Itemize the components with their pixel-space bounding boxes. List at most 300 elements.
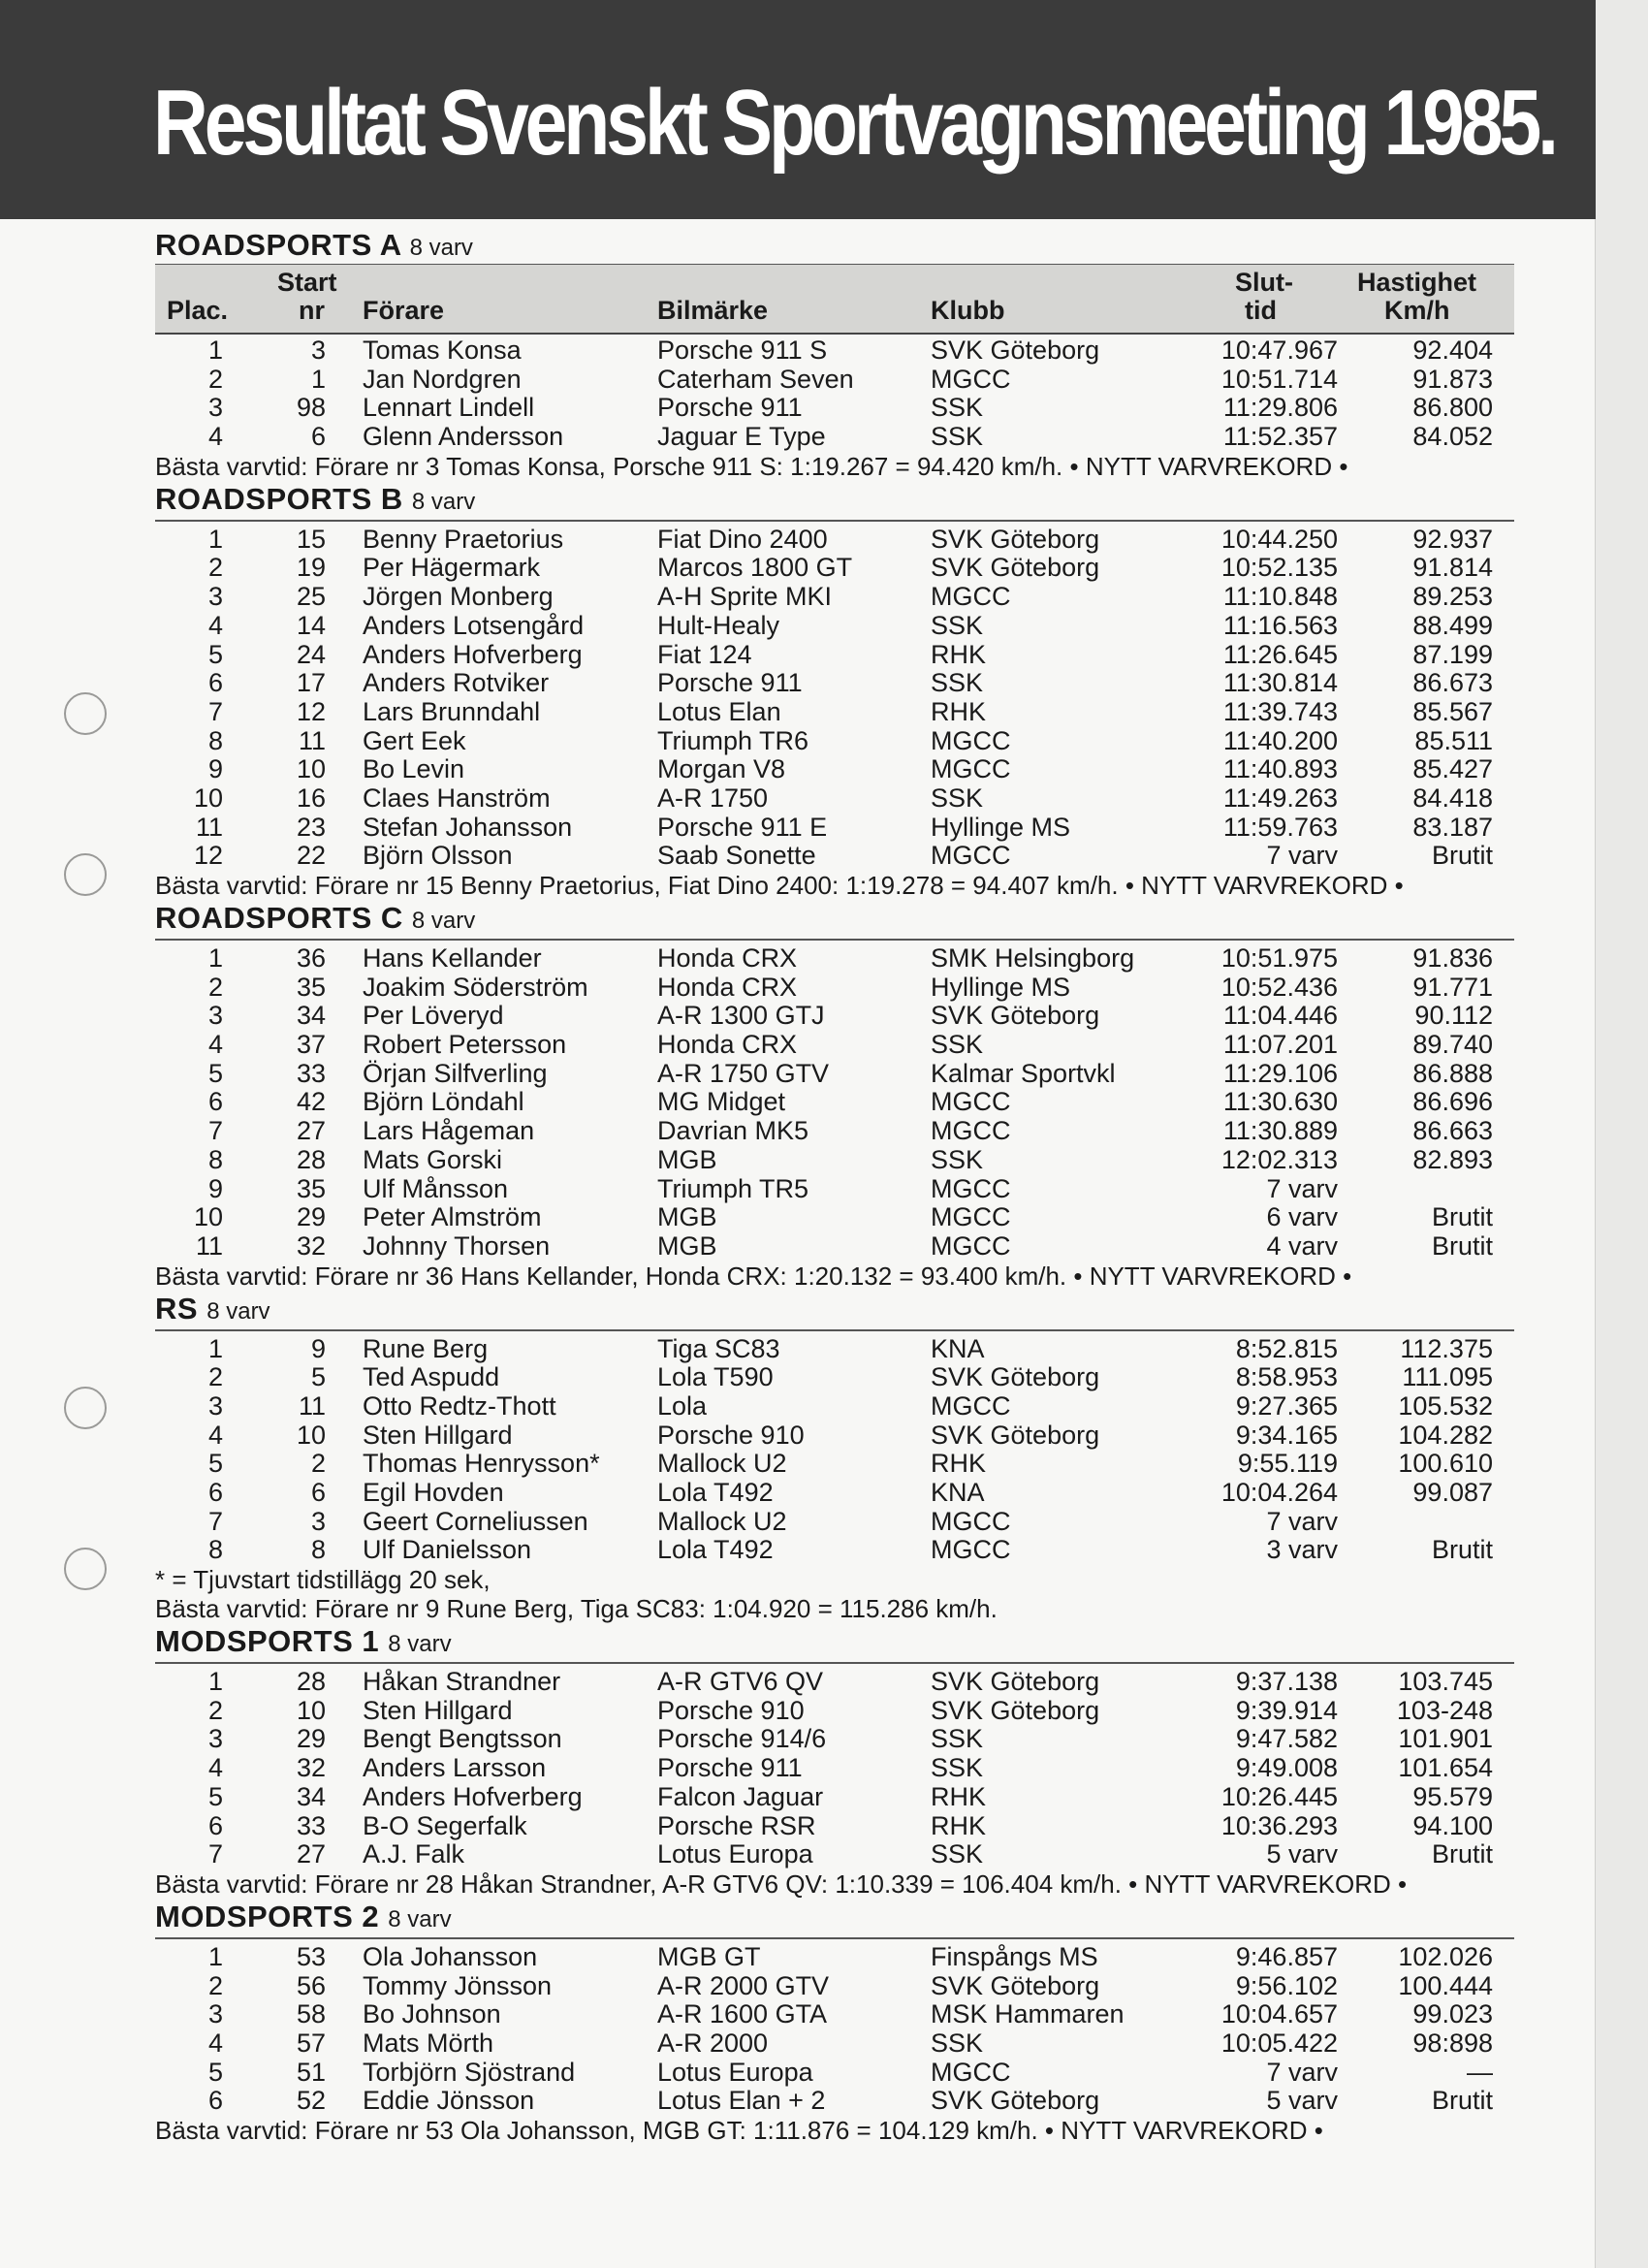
start-number-cell: 37 bbox=[296, 1030, 326, 1060]
club-cell: RHK bbox=[931, 696, 987, 726]
place-cell: 4 bbox=[207, 422, 223, 452]
results-section bbox=[155, 1899, 1514, 2145]
place-cell: 1 bbox=[207, 1667, 223, 1697]
binder-hole bbox=[64, 853, 107, 896]
finish-time-cell: 11:40.200 bbox=[1222, 725, 1338, 755]
place-cell: 11 bbox=[195, 1230, 223, 1261]
car-cell: Lotus Europa bbox=[657, 2057, 813, 2087]
header-start: Start bbox=[277, 268, 337, 297]
speed-cell: 89.740 bbox=[1412, 1030, 1493, 1060]
car-cell: Porsche RSR bbox=[657, 1810, 816, 1840]
table-row bbox=[155, 1421, 1514, 1451]
speed-cell: 103.745 bbox=[1398, 1667, 1493, 1697]
header-car: Bilmärke bbox=[657, 296, 769, 325]
start-number-cell: 53 bbox=[296, 1941, 326, 1971]
club-cell: SSK bbox=[931, 2028, 984, 2058]
start-number-cell: 6 bbox=[310, 1478, 326, 1507]
speed-cell: 86.888 bbox=[1412, 1058, 1493, 1088]
place-cell: 2 bbox=[207, 1970, 223, 2000]
start-number-cell: 98 bbox=[296, 393, 326, 423]
finish-time-cell: 11:04.446 bbox=[1222, 1001, 1338, 1031]
table-row bbox=[155, 1479, 1514, 1508]
driver-cell: Benny Praetorius bbox=[363, 524, 564, 554]
binder-hole bbox=[64, 692, 107, 735]
driver-cell: Anders Hofverberg bbox=[363, 1781, 583, 1811]
car-cell: MGB bbox=[657, 1144, 717, 1174]
driver-cell: Ted Aspudd bbox=[363, 1362, 500, 1392]
driver-cell: Ulf Månsson bbox=[363, 1173, 509, 1203]
place-cell: 2 bbox=[207, 364, 223, 394]
club-cell: Finspångs MS bbox=[931, 1941, 1098, 1971]
start-number-cell: 10 bbox=[296, 1695, 326, 1725]
place-cell: 10 bbox=[193, 783, 223, 813]
table-row bbox=[155, 842, 1514, 871]
speed-cell: 90.112 bbox=[1414, 1001, 1493, 1031]
club-cell: MGCC bbox=[931, 1506, 1011, 1536]
club-cell: SSK bbox=[931, 1839, 984, 1869]
car-cell: Porsche 911 E bbox=[657, 812, 828, 842]
place-cell: 10 bbox=[193, 1202, 223, 1232]
place-cell: 3 bbox=[207, 1390, 223, 1421]
club-cell: SVK Göteborg bbox=[931, 1420, 1100, 1450]
car-cell: Caterham Seven bbox=[657, 364, 854, 394]
speed-cell: 101.901 bbox=[1398, 1724, 1493, 1754]
start-number-cell: 58 bbox=[296, 1999, 326, 2029]
driver-cell: Anders Lotsengård bbox=[363, 610, 585, 640]
car-cell: A-R 1600 GTA bbox=[657, 1999, 828, 2029]
place-cell: 3 bbox=[207, 1724, 223, 1754]
place-cell: 6 bbox=[207, 1478, 223, 1507]
start-number-cell: 27 bbox=[296, 1839, 326, 1869]
start-number-cell: 33 bbox=[296, 1810, 326, 1840]
club-cell: MGCC bbox=[931, 2057, 1011, 2087]
car-cell: Jaguar E Type bbox=[657, 422, 826, 452]
place-cell: 4 bbox=[207, 610, 223, 640]
car-cell: Honda CRX bbox=[657, 943, 798, 973]
speed-cell: — bbox=[1467, 2057, 1493, 2087]
speed-cell: 92.937 bbox=[1412, 524, 1493, 554]
driver-cell: Geert Corneliussen bbox=[363, 1506, 588, 1536]
place-cell: 9 bbox=[207, 754, 223, 784]
place-cell: 4 bbox=[207, 1030, 223, 1060]
car-cell: Porsche 911 bbox=[657, 668, 803, 698]
table-row bbox=[155, 1232, 1514, 1262]
speed-cell: 111.095 bbox=[1402, 1362, 1493, 1392]
driver-cell: Sten Hillgard bbox=[363, 1420, 513, 1450]
car-cell: MGB bbox=[657, 1230, 717, 1261]
car-cell: Mallock U2 bbox=[657, 1506, 787, 1536]
table-row bbox=[155, 698, 1514, 727]
start-number-cell: 11 bbox=[298, 1390, 326, 1421]
start-number-cell: 8 bbox=[310, 1535, 326, 1565]
finish-time-cell: 7 varv bbox=[1266, 1173, 1338, 1203]
start-number-cell: 28 bbox=[296, 1667, 326, 1697]
club-cell: KNA bbox=[931, 1478, 985, 1507]
speed-cell: 86.663 bbox=[1412, 1116, 1493, 1146]
car-cell: MGB bbox=[657, 1202, 717, 1232]
car-cell: Lotus Elan + 2 bbox=[657, 2086, 826, 2116]
speed-cell: 86.800 bbox=[1412, 393, 1493, 423]
table-row bbox=[155, 1363, 1514, 1392]
club-cell: SSK bbox=[931, 1753, 984, 1783]
place-cell: 8 bbox=[207, 725, 223, 755]
finish-time-cell: 10:52.135 bbox=[1220, 553, 1338, 583]
header-slut: Slut- bbox=[1235, 268, 1293, 297]
speed-cell: 91.873 bbox=[1412, 364, 1493, 394]
table-row bbox=[155, 2029, 1514, 2059]
car-cell: A-H Sprite MKI bbox=[657, 582, 833, 612]
place-cell: 1 bbox=[207, 1333, 223, 1363]
driver-cell: Bo Levin bbox=[363, 754, 465, 784]
table-row bbox=[155, 1754, 1514, 1783]
car-cell: Triumph TR6 bbox=[657, 725, 809, 755]
finish-time-cell: 11:29.106 bbox=[1222, 1058, 1338, 1088]
finish-time-cell: 11:49.263 bbox=[1222, 783, 1338, 813]
table-row bbox=[155, 727, 1514, 756]
finish-time-cell: 9:49.008 bbox=[1235, 1753, 1338, 1783]
car-cell: Davrian MK5 bbox=[657, 1116, 809, 1146]
section-name: MODSPORTS 2 bbox=[155, 1899, 380, 1933]
finish-time-cell: 11:52.357 bbox=[1222, 422, 1338, 452]
best-lap-note: * = Tjuvstart tidstillägg 20 sek, bbox=[155, 1565, 491, 1595]
driver-cell: Joakim Söderström bbox=[363, 972, 588, 1002]
speed-cell: 105.532 bbox=[1398, 1390, 1493, 1421]
club-cell: Hyllinge MS bbox=[931, 812, 1071, 842]
car-cell: Porsche 911 bbox=[657, 1753, 803, 1783]
table-row bbox=[155, 1668, 1514, 1697]
place-cell: 1 bbox=[207, 335, 223, 365]
car-cell: Marcos 1800 GT bbox=[657, 553, 853, 583]
place-cell: 1 bbox=[207, 1941, 223, 1971]
club-cell: MGCC bbox=[931, 754, 1011, 784]
start-number-cell: 27 bbox=[296, 1116, 326, 1146]
table-row bbox=[155, 423, 1514, 452]
driver-cell: Per Hägermark bbox=[363, 553, 541, 583]
car-cell: Mallock U2 bbox=[657, 1449, 787, 1479]
header-nr: nr bbox=[299, 296, 325, 325]
driver-cell: Anders Larsson bbox=[363, 1753, 547, 1783]
start-number-cell: 15 bbox=[296, 524, 326, 554]
speed-cell: 86.696 bbox=[1412, 1087, 1493, 1117]
place-cell: 4 bbox=[207, 2028, 223, 2058]
speed-cell: 88.499 bbox=[1412, 610, 1493, 640]
club-cell: MGCC bbox=[931, 1173, 1011, 1203]
table-row bbox=[155, 366, 1514, 395]
driver-cell: Hans Kellander bbox=[363, 943, 542, 973]
place-cell: 2 bbox=[207, 553, 223, 583]
table-row bbox=[155, 1335, 1514, 1364]
results-content bbox=[155, 227, 1514, 2145]
finish-time-cell: 11:39.743 bbox=[1222, 696, 1338, 726]
place-cell: 6 bbox=[207, 1087, 223, 1117]
driver-cell: Stefan Johansson bbox=[363, 812, 573, 842]
club-cell: SVK Göteborg bbox=[931, 1695, 1100, 1725]
place-cell: 7 bbox=[207, 696, 223, 726]
place-cell: 6 bbox=[207, 1810, 223, 1840]
place-cell: 6 bbox=[207, 2086, 223, 2116]
best-lap-note: Bästa varvtid: Förare nr 15 Benny Praetorius, Fiat Dino 2400: 1:19.278 = 94.407 km/h. • NYTT VARVREKORD • bbox=[155, 871, 1404, 900]
speed-cell: 85.567 bbox=[1412, 696, 1493, 726]
section-name: MODSPORTS 1 bbox=[155, 1624, 380, 1659]
place-cell: 3 bbox=[207, 393, 223, 423]
header-plac: Plac. bbox=[167, 296, 229, 325]
club-cell: MGCC bbox=[931, 725, 1011, 755]
binder-hole bbox=[64, 1548, 107, 1590]
finish-time-cell: 11:16.563 bbox=[1222, 610, 1338, 640]
club-cell: RHK bbox=[931, 1781, 987, 1811]
table-row bbox=[155, 1508, 1514, 1537]
speed-cell: 85.427 bbox=[1412, 754, 1493, 784]
start-number-cell: 9 bbox=[310, 1333, 326, 1363]
table-row bbox=[155, 1697, 1514, 1726]
table-row bbox=[155, 1783, 1514, 1812]
driver-cell: Ola Johansson bbox=[363, 1941, 538, 1971]
table-row bbox=[155, 1146, 1514, 1175]
driver-cell: Bo Johnson bbox=[363, 1999, 501, 2029]
section-title bbox=[155, 481, 1514, 518]
results-section bbox=[155, 227, 1514, 481]
speed-cell: 84.418 bbox=[1412, 783, 1493, 813]
table-row bbox=[155, 336, 1514, 366]
finish-time-cell: 8:58.953 bbox=[1235, 1362, 1338, 1392]
place-cell: 2 bbox=[207, 1362, 223, 1392]
start-number-cell: 25 bbox=[296, 582, 326, 612]
place-cell: 5 bbox=[207, 1058, 223, 1088]
header-kmh: Km/h bbox=[1384, 296, 1450, 325]
finish-time-cell: 7 varv bbox=[1266, 2057, 1338, 2087]
finish-time-cell: 11:59.763 bbox=[1222, 812, 1338, 842]
speed-cell: 89.253 bbox=[1412, 582, 1493, 612]
finish-time-cell: 9:27.365 bbox=[1235, 1390, 1338, 1421]
finish-time-cell: 10:05.422 bbox=[1220, 2028, 1338, 2058]
finish-time-cell: 9:37.138 bbox=[1235, 1667, 1338, 1697]
start-number-cell: 32 bbox=[296, 1753, 326, 1783]
driver-cell: Bengt Bengtsson bbox=[363, 1724, 562, 1754]
place-cell: 2 bbox=[207, 1695, 223, 1725]
place-cell: 8 bbox=[207, 1535, 223, 1565]
club-cell: MGCC bbox=[931, 1116, 1011, 1146]
club-cell: SVK Göteborg bbox=[931, 335, 1100, 365]
table-row bbox=[155, 1972, 1514, 2001]
driver-cell: Per Löveryd bbox=[363, 1001, 504, 1031]
page-edge bbox=[1595, 0, 1648, 2268]
table-row bbox=[155, 814, 1514, 843]
car-cell: Falcon Jaguar bbox=[657, 1781, 824, 1811]
table-row bbox=[155, 1392, 1514, 1421]
start-number-cell: 42 bbox=[296, 1087, 326, 1117]
results-section bbox=[155, 481, 1514, 900]
best-lap-note: Bästa varvtid: Förare nr 53 Ola Johansson, MGB GT: 1:11.876 = 104.129 km/h. • NYTT VARVREKORD • bbox=[155, 2116, 1323, 2145]
finish-time-cell: 5 varv bbox=[1266, 2086, 1338, 2116]
finish-time-cell: 9:55.119 bbox=[1237, 1449, 1338, 1479]
club-cell: RHK bbox=[931, 1449, 987, 1479]
start-number-cell: 28 bbox=[296, 1144, 326, 1174]
car-cell: A-R 1750 bbox=[657, 783, 769, 813]
speed-cell: Brutit bbox=[1431, 1535, 1493, 1565]
club-cell: MGCC bbox=[931, 841, 1011, 871]
page-title: Resultat Svenskt Sportvagnsmeeting 1985. bbox=[153, 71, 1555, 175]
driver-cell: Tommy Jönsson bbox=[363, 1970, 553, 2000]
car-cell: Fiat 124 bbox=[657, 639, 752, 669]
place-cell: 6 bbox=[207, 668, 223, 698]
driver-cell: Anders Hofverberg bbox=[363, 639, 583, 669]
club-cell: MGCC bbox=[931, 364, 1011, 394]
club-cell: SVK Göteborg bbox=[931, 1362, 1100, 1392]
car-cell: Lola bbox=[657, 1390, 708, 1421]
driver-cell: Lars Brunndahl bbox=[363, 696, 541, 726]
results-section bbox=[155, 1291, 1514, 1624]
club-cell: SVK Göteborg bbox=[931, 1001, 1100, 1031]
club-cell: Hyllinge MS bbox=[931, 972, 1071, 1002]
speed-cell: 83.187 bbox=[1412, 812, 1493, 842]
place-cell: 3 bbox=[207, 582, 223, 612]
table-row bbox=[155, 2000, 1514, 2029]
section-title bbox=[155, 1623, 1514, 1660]
speed-cell: 103-248 bbox=[1396, 1695, 1493, 1725]
table-row bbox=[155, 1450, 1514, 1479]
speed-cell: Brutit bbox=[1431, 2086, 1493, 2116]
place-cell: 5 bbox=[207, 639, 223, 669]
car-cell: Lola T492 bbox=[657, 1478, 774, 1507]
driver-cell: Anders Rotviker bbox=[363, 668, 550, 698]
driver-cell: Björn Löndahl bbox=[363, 1087, 524, 1117]
section-title bbox=[155, 227, 1514, 264]
car-cell: Porsche 914/6 bbox=[657, 1724, 827, 1754]
club-cell: SVK Göteborg bbox=[931, 1667, 1100, 1697]
finish-time-cell: 11:30.889 bbox=[1222, 1116, 1338, 1146]
place-cell: 7 bbox=[207, 1116, 223, 1146]
driver-cell: Örjan Silfverling bbox=[363, 1058, 548, 1088]
section-laps: 8 varv bbox=[409, 235, 473, 261]
driver-cell: Egil Hovden bbox=[363, 1478, 504, 1507]
best-lap-note: Bästa varvtid: Förare nr 36 Hans Kellander, Honda CRX: 1:20.132 = 93.400 km/h. • NYTT VARVREKORD • bbox=[155, 1261, 1352, 1291]
table-row bbox=[155, 1812, 1514, 1841]
car-cell: Porsche 911 S bbox=[657, 335, 828, 365]
speed-cell: 84.052 bbox=[1412, 422, 1493, 452]
car-cell: Honda CRX bbox=[657, 1030, 798, 1060]
finish-time-cell: 10:52.436 bbox=[1220, 972, 1338, 1002]
best-lap-note: Bästa varvtid: Förare nr 3 Tomas Konsa, Porsche 911 S: 1:19.267 = 94.420 km/h. • NYTT VARVREKORD • bbox=[155, 451, 1348, 481]
table-row bbox=[155, 1060, 1514, 1089]
start-number-cell: 1 bbox=[310, 364, 326, 394]
speed-cell: 91.771 bbox=[1412, 972, 1493, 1002]
start-number-cell: 29 bbox=[296, 1202, 326, 1232]
finish-time-cell: 11:26.645 bbox=[1222, 639, 1338, 669]
car-cell: Morgan V8 bbox=[657, 754, 786, 784]
driver-cell: Gert Eek bbox=[363, 725, 466, 755]
section-laps: 8 varv bbox=[206, 1297, 270, 1325]
place-cell: 9 bbox=[207, 1173, 223, 1203]
club-cell: RHK bbox=[931, 639, 987, 669]
driver-cell: Johnny Thorsen bbox=[363, 1230, 551, 1261]
finish-time-cell: 9:46.857 bbox=[1235, 1941, 1338, 1971]
table-row bbox=[155, 394, 1514, 423]
driver-cell: Otto Redtz-Thott bbox=[363, 1390, 556, 1421]
driver-cell: Tomas Konsa bbox=[363, 335, 522, 365]
speed-cell: 100.444 bbox=[1398, 1970, 1493, 2000]
start-number-cell: 17 bbox=[296, 668, 326, 698]
place-cell: 4 bbox=[207, 1753, 223, 1783]
finish-time-cell: 10:04.657 bbox=[1220, 1999, 1338, 2029]
speed-cell: 87.199 bbox=[1412, 639, 1493, 669]
table-row bbox=[155, 1031, 1514, 1060]
start-number-cell: 35 bbox=[296, 1173, 326, 1203]
best-lap-note: Bästa varvtid: Förare nr 9 Rune Berg, Tiga SC83: 1:04.920 = 115.286 km/h. bbox=[155, 1594, 998, 1624]
car-cell: Triumph TR5 bbox=[657, 1173, 809, 1203]
speed-cell: Brutit bbox=[1431, 1230, 1493, 1261]
finish-time-cell: 11:10.848 bbox=[1222, 582, 1338, 612]
driver-cell: Lennart Lindell bbox=[363, 393, 535, 423]
section-laps: 8 varv bbox=[388, 1631, 452, 1658]
club-cell: SVK Göteborg bbox=[931, 2086, 1100, 2116]
finish-time-cell: 4 varv bbox=[1266, 1230, 1338, 1261]
finish-time-cell: 9:47.582 bbox=[1235, 1724, 1338, 1754]
club-cell: Kalmar Sportvkl bbox=[931, 1058, 1116, 1088]
finish-time-cell: 6 varv bbox=[1266, 1202, 1338, 1232]
table-row bbox=[155, 1175, 1514, 1204]
finish-time-cell: 10:47.967 bbox=[1220, 335, 1338, 365]
driver-cell: Claes Hanström bbox=[363, 783, 551, 813]
club-cell: SSK bbox=[931, 783, 984, 813]
finish-time-cell: 9:34.165 bbox=[1235, 1420, 1338, 1450]
car-cell: Lotus Europa bbox=[657, 1839, 813, 1869]
speed-cell: 104.282 bbox=[1398, 1420, 1493, 1450]
header-driver: Förare bbox=[363, 296, 445, 325]
driver-cell: Rune Berg bbox=[363, 1333, 489, 1363]
start-number-cell: 57 bbox=[296, 2028, 326, 2058]
speed-cell: 98:898 bbox=[1412, 2028, 1493, 2058]
speed-cell: 94.100 bbox=[1412, 1810, 1493, 1840]
section-laps: 8 varv bbox=[411, 908, 476, 934]
driver-cell: Mats Mörth bbox=[363, 2028, 494, 2058]
speed-cell: 101.654 bbox=[1398, 1753, 1493, 1783]
place-cell: 1 bbox=[207, 524, 223, 554]
speed-cell: 82.893 bbox=[1412, 1144, 1493, 1174]
driver-cell: Jan Nordgren bbox=[363, 364, 522, 394]
finish-time-cell: 12:02.313 bbox=[1220, 1144, 1338, 1174]
finish-time-cell: 3 varv bbox=[1266, 1535, 1338, 1565]
finish-time-cell: 10:36.293 bbox=[1220, 1810, 1338, 1840]
driver-cell: Torbjörn Sjöstrand bbox=[363, 2057, 576, 2087]
place-cell: 5 bbox=[207, 1781, 223, 1811]
car-cell: A-R 2000 GTV bbox=[657, 1970, 830, 2000]
driver-cell: Sten Hillgard bbox=[363, 1695, 513, 1725]
finish-time-cell: 11:30.814 bbox=[1222, 668, 1338, 698]
car-cell: MGB GT bbox=[657, 1941, 761, 1971]
finish-time-cell: 10:04.264 bbox=[1220, 1478, 1338, 1507]
start-number-cell: 10 bbox=[296, 1420, 326, 1450]
place-cell: 4 bbox=[207, 1420, 223, 1450]
speed-cell: 99.087 bbox=[1412, 1478, 1493, 1507]
car-cell: MG Midget bbox=[657, 1087, 786, 1117]
start-number-cell: 14 bbox=[296, 610, 326, 640]
club-cell: SVK Göteborg bbox=[931, 524, 1100, 554]
finish-time-cell: 9:39.914 bbox=[1235, 1695, 1338, 1725]
start-number-cell: 34 bbox=[296, 1001, 326, 1031]
start-number-cell: 22 bbox=[296, 841, 326, 871]
driver-cell: Björn Olsson bbox=[363, 841, 513, 871]
section-laps: 8 varv bbox=[411, 488, 476, 515]
start-number-cell: 24 bbox=[296, 639, 326, 669]
start-number-cell: 32 bbox=[296, 1230, 326, 1261]
table-row bbox=[155, 1840, 1514, 1869]
club-cell: SSK bbox=[931, 1724, 984, 1754]
speed-cell: Brutit bbox=[1431, 841, 1493, 871]
table-row bbox=[155, 755, 1514, 784]
car-cell: A-R GTV6 QV bbox=[657, 1667, 824, 1697]
car-cell: Honda CRX bbox=[657, 972, 798, 1002]
section-laps: 8 varv bbox=[388, 1905, 452, 1933]
